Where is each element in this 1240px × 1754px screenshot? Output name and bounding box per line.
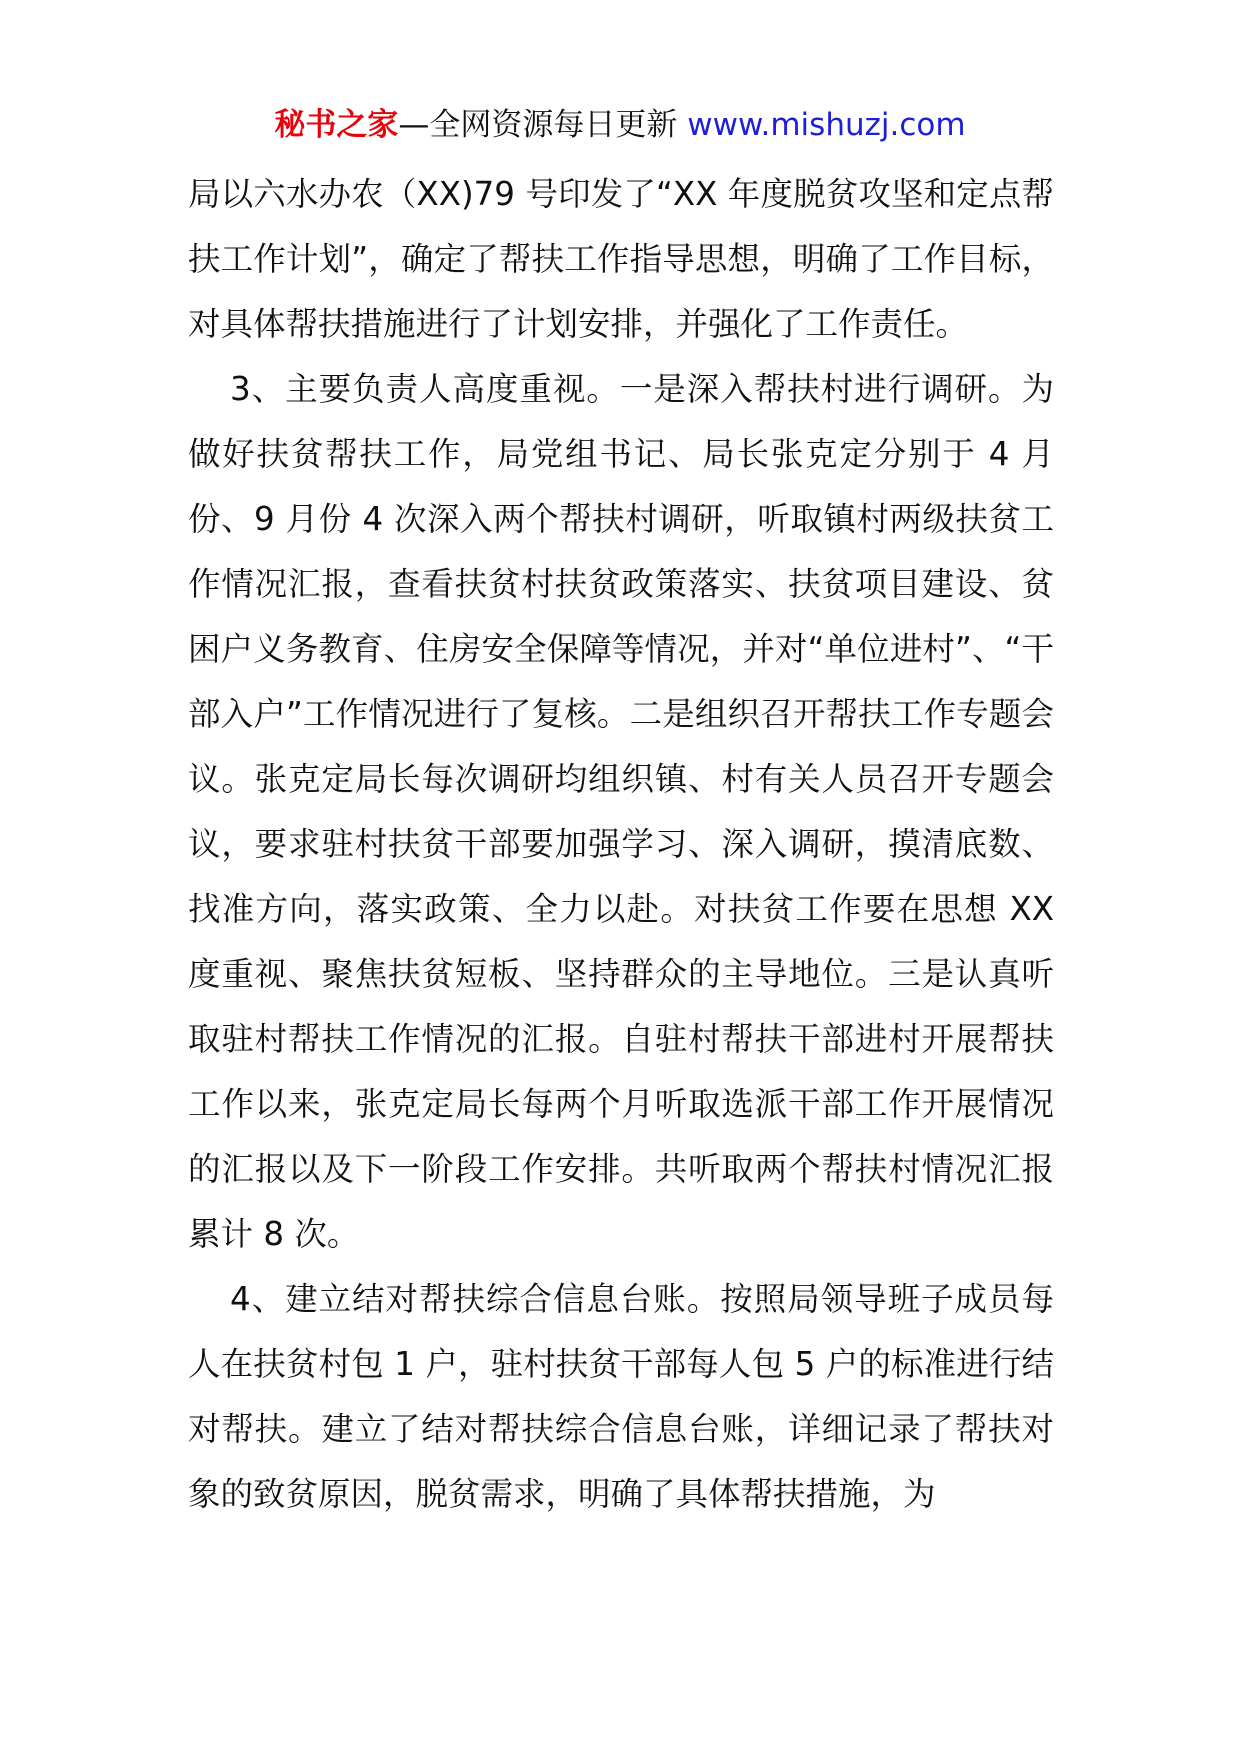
site-url-link[interactable]: www.mishuzj.com — [687, 107, 966, 143]
paragraph-continued: 局以六水办农（XX)79 号印发了“XX 年度脱贫攻坚和定点帮扶工作计划”，确定了帮扶工作指导思想，明确了工作目标，对具体帮扶措施进行了计划安排，并强化了工作责任。 — [188, 175, 1054, 343]
document-body — [188, 162, 1054, 1527]
paragraph-item-4: 4、建立结对帮扶综合信息台账。按照局领导班子成员每人在扶贫村包 1 户，驻村扶贫干部每人包 5 户的标准进行结对帮扶。建立了结对帮扶综合信息台账，详细记录了帮扶对象的致贫原因，脱贫需求，明确了具体帮扶措施，为 — [188, 1280, 1054, 1513]
paragraph-item-3: 3、主要负责人高度重视。一是深入帮扶村进行调研。为做好扶贫帮扶工作，局党组书记、局长张克定分别于 4 月份、9 月份 4 次深入两个帮扶村调研，听取镇村两级扶贫工作情况汇报，查看扶贫村扶贫政策落实、扶贫项目建设、贫困户义务教育、住房安全保障等情况，并对“单位进村”、“干部入户”工作情况进行了复核。二是组织召开帮扶工作专题会议。张克定局长每次调研均组织镇、村有关人员召开专题会议，要求驻村扶贫干部要加强学习、深入调研，摸清底数、找准方向，落实政策、全力以赴。对扶贫工作要在思想 XX 度重视、聚焦扶贫短板、坚持群众的主导地位。三是认真听取驻村帮扶工作情况的汇报。自驻村帮扶干部进村开展帮扶工作以来，张克定局长每两个月听取选派干部工作开展情况的汇报以及下一阶段工作安排。共听取两个帮扶村情况汇报累计 8 次。 — [188, 370, 1054, 1253]
page-header — [0, 100, 1240, 150]
site-brand: 秘书之家 — [274, 107, 399, 143]
site-tagline: —全网资源每日更新 — [398, 107, 688, 143]
